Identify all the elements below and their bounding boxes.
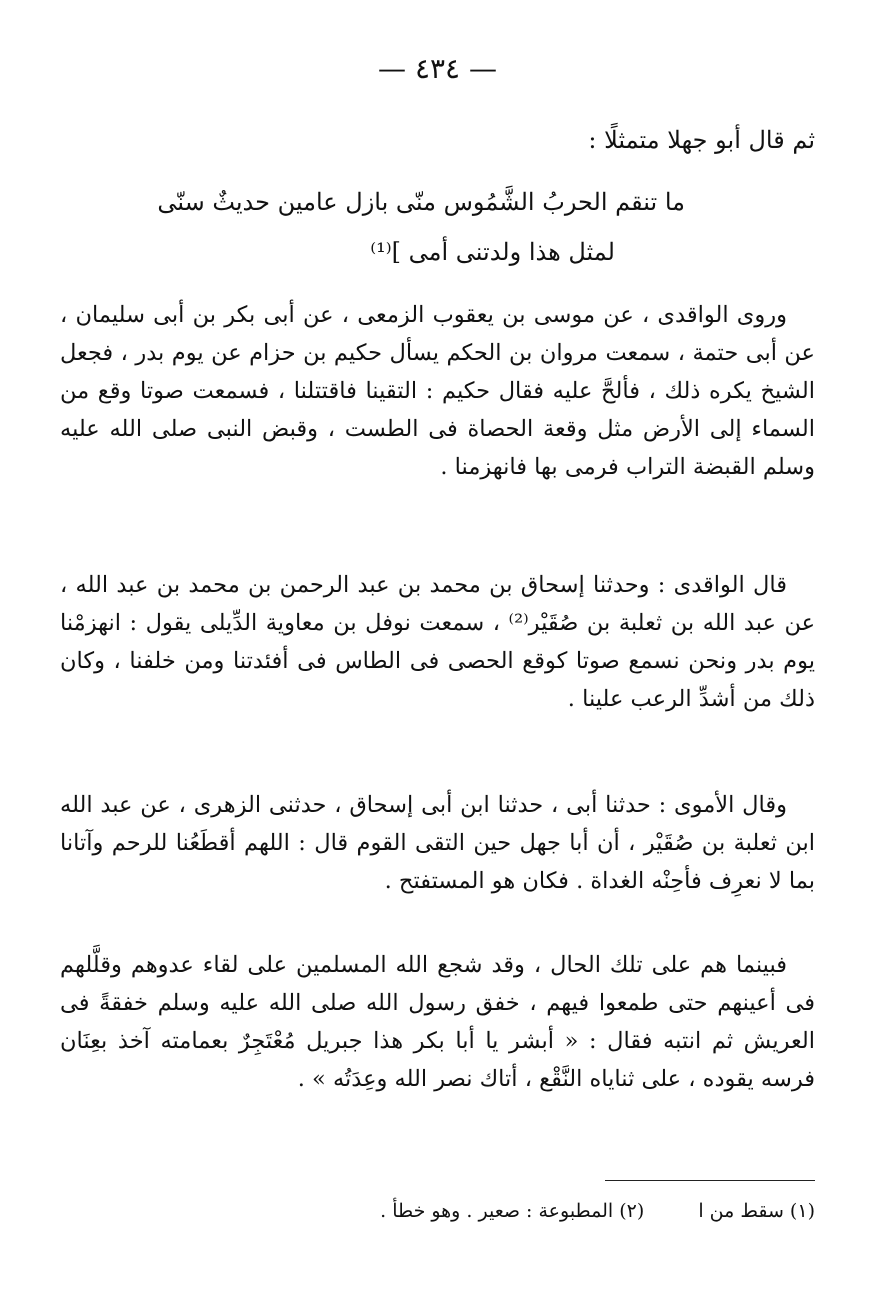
paragraph-1: وروى الواقدى ، عن موسى بن يعقوب الزمعى ، عن أبى بكر بن أبى سليمان ، عن أبى حتمة ، سمعت مروان بن الحكم يسأل حكيم بن حزام عن يوم بدر ، فجعل الشيخ يكره ذلك ، فألحَّ عليه فقال حكيم : التقينا فاقتتلنا ، فسمعت صوتا وقع من السماء إلى الأرض مثل وقعة الحصاة فى الطست ، وقبض النبى صلى الله عليه وسلم القبضة التراب فرمى بها فانهزمنا . — [60, 302, 815, 480]
intro-line: ثم قال أبو جهلا متمثلًا : — [588, 126, 815, 154]
footnote-2: (٢) المطبوعة : صعير . وهو خطأ . — [380, 1200, 645, 1222]
verse-line-1: ما تنقم الحربُ الشَّمُوس منّى بازل عامين حديثٌ سنّى — [157, 188, 685, 216]
footnote-divider — [605, 1180, 815, 1181]
paragraph-2: قال الواقدى : وحدثنا إسحاق بن محمد بن عبد الرحمن بن محمد بن عبد الله ، عن عبد الله بن ثعلبة بن صُقَيْر⁽²⁾ ، سمعت نوفل بن معاوية الدِّيلى يقول : انهزمْنا يوم بدر ونحن نسمع صوتا كوقع الحصى فى الطاس فى أفئدتنا ومن خلفنا ، وكان ذلك من أشدِّ الرعب علينا . — [60, 572, 815, 712]
footnote-1: (١) سقط من ا — [698, 1200, 815, 1222]
page-number: — ٤٣٤ — — [378, 52, 497, 85]
footnotes — [332, 1200, 815, 1222]
poem-verse — [60, 180, 815, 270]
verse-line-2: لمثل هذا ولدتنى أمى ]⁽¹⁾ — [370, 238, 615, 266]
paragraph-4: فبينما هم على تلك الحال ، وقد شجع الله المسلمين على لقاء عدوهم وقلَّلهم فى أعينهم حتى طمعوا فيهم ، خفق رسول الله صلى الله عليه وسلم خفقةً فى العريش ثم انتبه فقال : « أبشر يا أبا بكر هذا جبريل مُعْتَجِرٌ بعمامته آخذ بعِنَان فرسه يقوده ، على ثناياه النَّقْع ، أتاك نصر الله وعِدَتُه » . — [60, 952, 815, 1092]
paragraph-3: وقال الأموى : حدثنا أبى ، حدثنا ابن أبى إسحاق ، حدثنى الزهرى ، عن عبد الله ابن ثعلبة بن صُقَيْر ، أن أبا جهل حين التقى القوم قال : اللهم أقطَعُنا للرحم وآتانا بما لا نعرِف فأحِنْه الغداة . فكان هو المستفتح . — [60, 792, 815, 894]
book-page — [60, 0, 815, 1302]
